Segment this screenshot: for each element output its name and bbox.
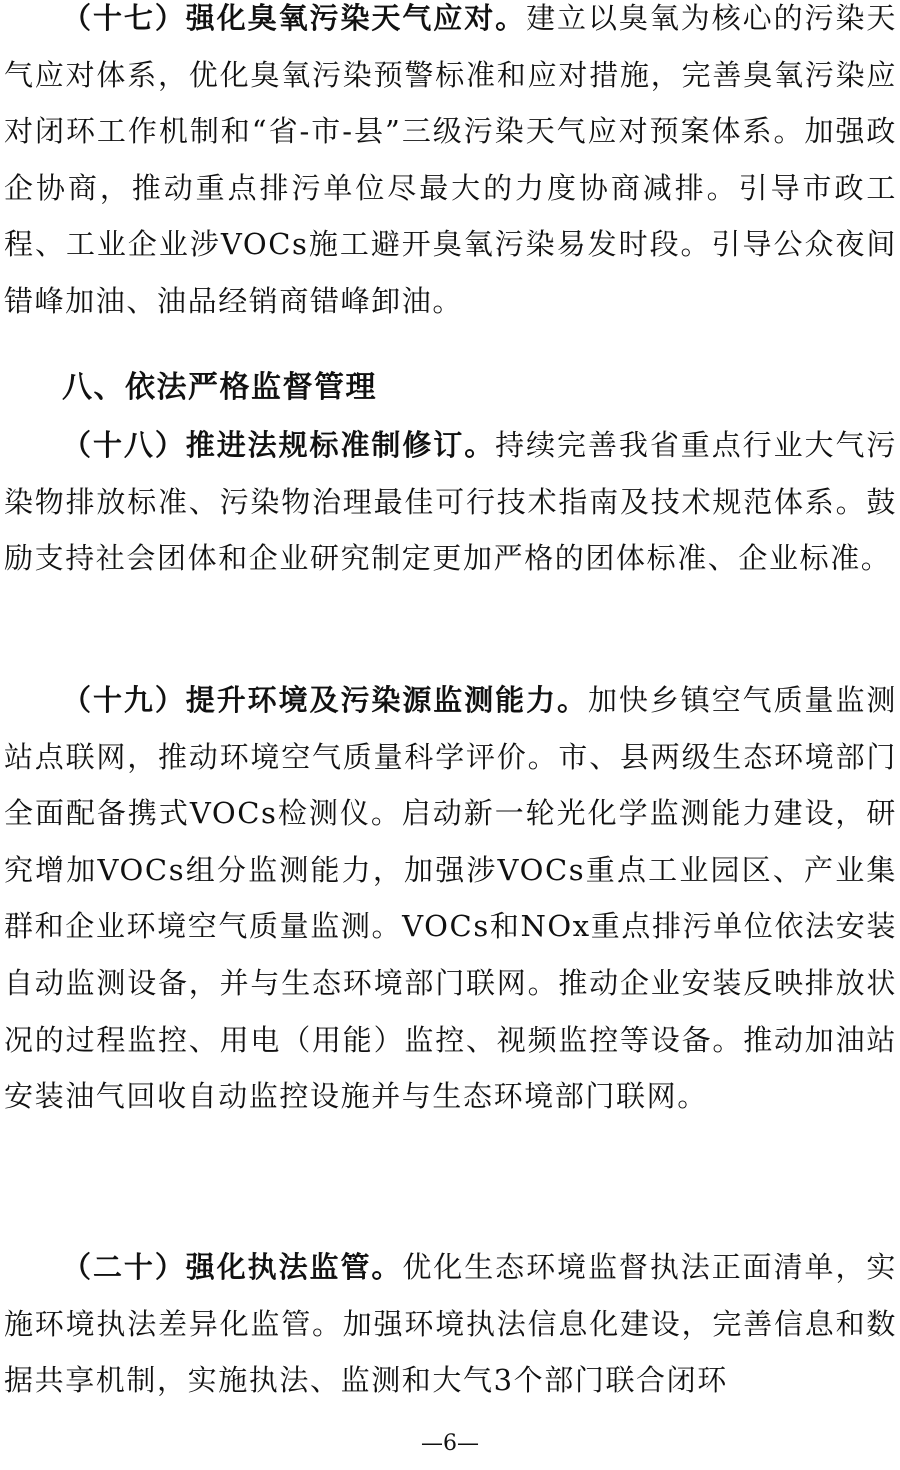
page-number: —6— xyxy=(421,1431,479,1456)
paragraph-17 xyxy=(4,0,897,330)
paragraph-18 xyxy=(4,417,897,587)
paragraph-18-lead: （十八）推进法规标准制修订。 xyxy=(62,428,496,462)
paragraph-17-lead: （十七）强化臭氧污染天气应对。 xyxy=(62,1,527,35)
paragraph-17-body: 建立以臭氧为核心的污染天气应对体系，优化臭氧污染预警标准和应对措施，完善臭氧污染应对闭环工作机制和“省-市-县”三级污染天气应对预案体系。加强政企协商，推动重点排污单位尽最大的力度协商减排。引导市政工程、工业企业涉VOCs施工避开臭氧污染易发时段。引导公众夜间错峰加油、油品经销商错峰卸油。 xyxy=(4,1,897,318)
paragraph-18-body: 持续完善我省重点行业大气污染物排放标准、污染物治理最佳可行技术指南及技术规范体系。鼓励支持社会团体和企业研究制定更加严格的团体标准、企业标准。 xyxy=(4,428,897,576)
paragraph-20 xyxy=(4,1239,897,1409)
section-heading-8: 八、依法严格监督管理 xyxy=(62,370,377,405)
paragraph-19-body: 加快乡镇空气质量监测站点联网，推动环境空气质量科学评价。市、县两级生态环境部门全面配备携式VOCs检测仪。启动新一轮光化学监测能力建设，研究增加VOCs组分监测能力，加强涉VOCs重点工业园区、产业集群和企业环境空气质量监测。VOCs和NOx重点排污单位依法安装自动监测设备，并与生态环境部门联网。推动企业安装反映排放状况的过程监控、用电（用能）监控、视频监控等设备。推动加油站安装油气回收自动监控设施并与生态环境部门联网。 xyxy=(4,683,897,1114)
paragraph-19 xyxy=(4,672,897,1125)
paragraph-20-body: 优化生态环境监督执法正面清单，实施环境执法差异化监管。加强环境执法信息化建设，完善信息和数据共享机制，实施执法、监测和大气3个部门联合闭环 xyxy=(4,1250,897,1398)
paragraph-20-lead: （二十）强化执法监管。 xyxy=(62,1250,403,1284)
paragraph-19-lead: （十九）提升环境及污染源监测能力。 xyxy=(62,683,588,717)
